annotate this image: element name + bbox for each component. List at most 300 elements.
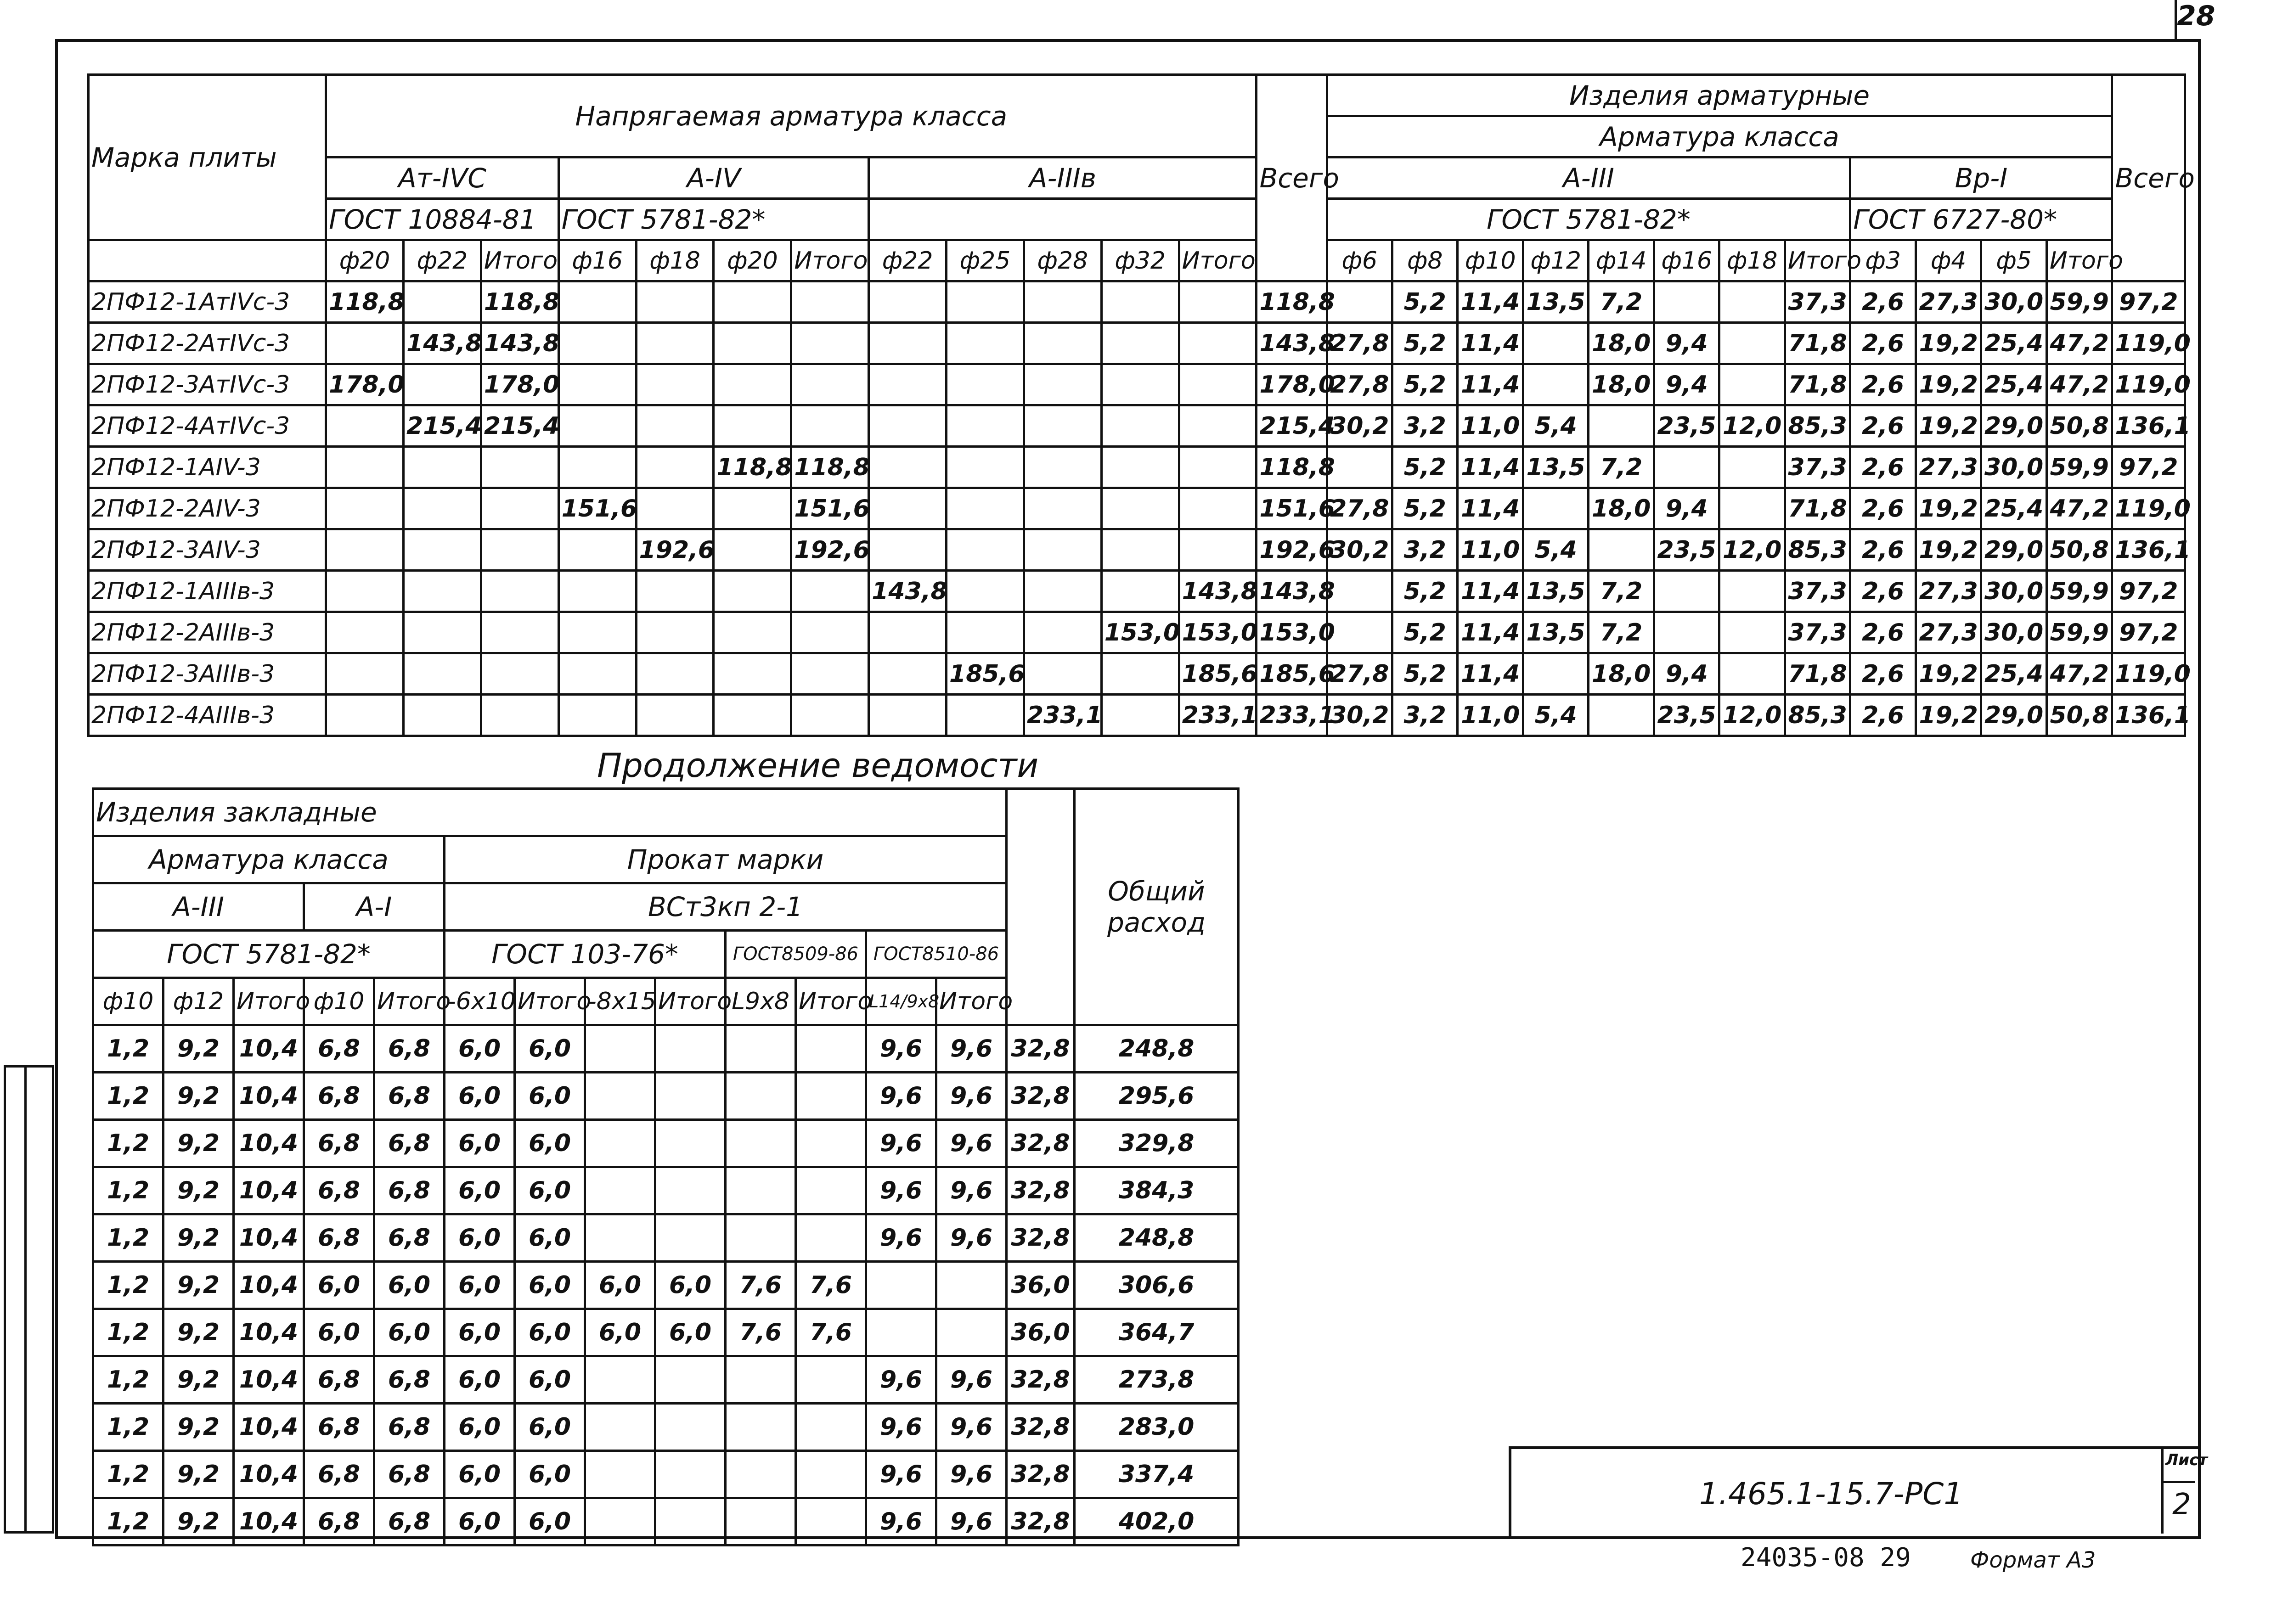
table-cell (1719, 571, 1785, 612)
header-izdeliya: Изделия арматурные (1327, 75, 2112, 116)
table-cell (558, 281, 636, 323)
header-a-iii: А-III (93, 883, 304, 931)
table-cell: 9,6 (866, 1498, 936, 1545)
header-at-ivc: Ат-IVС (326, 157, 559, 199)
strip-divider (24, 1068, 27, 1531)
table-cell: 47,2 (2046, 653, 2112, 695)
table-cell: 27,3 (1916, 447, 1981, 488)
table-cell (1654, 281, 1719, 323)
table-cell: 119,0 (2112, 488, 2185, 529)
table-cell: 3,2 (1392, 695, 1458, 736)
table-cell: 1,2 (93, 1262, 163, 1309)
table-cell: 32,8 (1007, 1356, 1075, 1404)
table-cell (404, 364, 481, 405)
table-cell (585, 1498, 655, 1545)
table-cell: 143,8 (1257, 323, 1327, 364)
table-cell: 6,8 (374, 1451, 445, 1498)
table-cell: 6,0 (445, 1214, 515, 1262)
table-cell: 153,0 (1101, 612, 1179, 653)
table-cell (1024, 488, 1101, 529)
header-itogo: Итого (481, 240, 558, 281)
header-diam: ф3 (1850, 240, 1916, 281)
table-cell (726, 1073, 796, 1120)
table-cell: 153,0 (1257, 612, 1327, 653)
table-cell: 1,2 (93, 1404, 163, 1451)
table-cell: 30,2 (1327, 695, 1392, 736)
table-cell: 9,4 (1654, 364, 1719, 405)
table-cell (1719, 653, 1785, 695)
header-col: Итого (374, 978, 445, 1025)
table-cell: 192,6 (1257, 529, 1327, 571)
table-cell: 97,2 (2112, 571, 2185, 612)
table-cell: 11,0 (1458, 529, 1523, 571)
table-cell (1523, 364, 1588, 405)
table-cell: 2,6 (1850, 364, 1916, 405)
table-cell (1024, 323, 1101, 364)
table-cell (481, 529, 558, 571)
table-cell: 85,3 (1785, 405, 1850, 447)
table-cell: 9,6 (936, 1120, 1007, 1167)
table-cell (636, 364, 714, 405)
table-cell: 3,2 (1392, 529, 1458, 571)
table-cell (869, 653, 947, 695)
header-diam: ф6 (1327, 240, 1392, 281)
table-cell: 30,2 (1327, 405, 1392, 447)
table-cell (936, 1309, 1007, 1356)
header-diam: ф12 (1523, 240, 1588, 281)
table-cell (481, 695, 558, 736)
table-cell: 32,8 (1007, 1214, 1075, 1262)
table-cell: 6,0 (374, 1262, 445, 1309)
header-diam: ф5 (1981, 240, 2046, 281)
table-cell (1523, 653, 1588, 695)
table-cell: 30,2 (1327, 529, 1392, 571)
table-cell: 30,0 (1981, 281, 2046, 323)
table-cell: 6,0 (445, 1451, 515, 1498)
row-label: 2ПФ12-3АIV-3 (89, 529, 326, 571)
table-row (93, 1214, 1239, 1262)
table-cell (1101, 447, 1179, 488)
table-cell: 32,8 (1007, 1498, 1075, 1545)
footer-format: Формат А3 (1970, 1547, 2096, 1573)
table-cell (791, 364, 869, 405)
table-cell: 19,2 (1916, 364, 1981, 405)
table-cell (585, 1404, 655, 1451)
table-cell (1719, 281, 1785, 323)
table-cell: 9,6 (936, 1498, 1007, 1545)
table-cell: 9,2 (163, 1262, 234, 1309)
header-diam: ф20 (714, 240, 791, 281)
table-cell (326, 653, 404, 695)
table-cell (791, 571, 869, 612)
table-cell: 9,6 (936, 1167, 1007, 1214)
row-label: 2ПФ12-1АIIIв-3 (89, 571, 326, 612)
table-cell (326, 612, 404, 653)
table-cell: 85,3 (1785, 695, 1850, 736)
table-cell: 215,4 (1257, 405, 1327, 447)
table-cell: 9,2 (163, 1025, 234, 1073)
table-cell: 13,5 (1523, 612, 1588, 653)
header-diam: ф20 (326, 240, 404, 281)
header-col: L9х8 (726, 978, 796, 1025)
table-cell: 9,6 (866, 1167, 936, 1214)
table-cell: 6,8 (304, 1073, 374, 1120)
table-cell: 9,4 (1654, 488, 1719, 529)
header-obshchiy: Общий расход (1075, 789, 1239, 1025)
table-cell: 12,0 (1719, 529, 1785, 571)
table-cell (714, 488, 791, 529)
table-cell: 19,2 (1916, 488, 1981, 529)
table-cell (947, 529, 1024, 571)
table-cell (1024, 571, 1101, 612)
table-cell: 1,2 (93, 1167, 163, 1214)
table-cell: 3,2 (1392, 405, 1458, 447)
header-col: Итого (655, 978, 726, 1025)
header-col: Итого (515, 978, 585, 1025)
table-cell: 36,0 (1007, 1309, 1075, 1356)
table-cell: 10,4 (234, 1214, 304, 1262)
table-cell: 13,5 (1523, 281, 1588, 323)
table-cell (1179, 364, 1257, 405)
table-cell (655, 1498, 726, 1545)
table-cell: 178,0 (326, 364, 404, 405)
table-cell: 178,0 (1257, 364, 1327, 405)
table-cell: 6,8 (374, 1498, 445, 1545)
table-cell: 248,8 (1075, 1214, 1239, 1262)
table-cell (796, 1025, 866, 1073)
table-cell: 6,8 (374, 1356, 445, 1404)
table-cell: 85,3 (1785, 529, 1850, 571)
table-cell: 6,8 (374, 1025, 445, 1073)
table-cell: 27,3 (1916, 571, 1981, 612)
header-itogo: Итого (791, 240, 869, 281)
table-cell: 6,0 (515, 1356, 585, 1404)
table-cell: 23,5 (1654, 529, 1719, 571)
table-cell (796, 1167, 866, 1214)
table-cell: 6,8 (304, 1498, 374, 1545)
table-cell: 7,2 (1589, 281, 1654, 323)
table-cell: 9,2 (163, 1498, 234, 1545)
header-diam: ф32 (1101, 240, 1179, 281)
table-cell: 1,2 (93, 1120, 163, 1167)
table-cell: 118,8 (1257, 281, 1327, 323)
table-cell (558, 364, 636, 405)
table-cell (1101, 571, 1179, 612)
table-cell (1327, 281, 1392, 323)
table-cell (558, 323, 636, 364)
table-cell: 306,6 (1075, 1262, 1239, 1309)
table-cell: 5,4 (1523, 529, 1588, 571)
table-cell: 97,2 (2112, 612, 2185, 653)
table-cell (636, 612, 714, 653)
table-cell (947, 323, 1024, 364)
table-cell (585, 1120, 655, 1167)
left-stamp-strip (4, 1065, 54, 1534)
table-row (93, 1025, 1239, 1073)
table-cell (326, 571, 404, 612)
header-gost-a: ГОСТ 5781-82* (93, 931, 445, 978)
table-row (93, 1451, 1239, 1498)
table-cell (1101, 323, 1179, 364)
table-cell (1101, 364, 1179, 405)
table-cell: 59,9 (2046, 571, 2112, 612)
table-cell: 32,8 (1007, 1167, 1075, 1214)
table-cell (636, 695, 714, 736)
table-cell (1719, 323, 1785, 364)
table-cell: 27,8 (1327, 653, 1392, 695)
header-col: Итого (936, 978, 1007, 1025)
table-cell (1101, 529, 1179, 571)
table-row (89, 488, 2185, 529)
table-cell (481, 612, 558, 653)
table-cell: 11,4 (1458, 488, 1523, 529)
table-cell: 25,4 (1981, 488, 2046, 529)
table-cell (655, 1451, 726, 1498)
table-cell: 9,2 (163, 1214, 234, 1262)
table-cell: 6,0 (515, 1167, 585, 1214)
table-cell (404, 529, 481, 571)
table-cell (1719, 447, 1785, 488)
table-row (93, 1356, 1239, 1404)
table-row (89, 364, 2185, 405)
table-cell (558, 571, 636, 612)
table-cell: 18,0 (1589, 653, 1654, 695)
table-cell (404, 571, 481, 612)
table-cell: 233,1 (1257, 695, 1327, 736)
header-vst: ВСт3кп 2-1 (445, 883, 1007, 931)
table-cell (1101, 281, 1179, 323)
table-cell: 143,8 (481, 323, 558, 364)
table-cell (869, 323, 947, 364)
table-cell: 11,4 (1458, 653, 1523, 695)
table-cell: 7,6 (796, 1262, 866, 1309)
table-cell: 47,2 (2046, 364, 2112, 405)
table-cell: 32,8 (1007, 1451, 1075, 1498)
table-cell: 6,0 (515, 1214, 585, 1262)
table-cell: 13,5 (1523, 571, 1588, 612)
table-cell (947, 488, 1024, 529)
table-cell (869, 281, 947, 323)
table-cell (796, 1451, 866, 1498)
table-cell (1719, 488, 1785, 529)
page-number: 28 (2177, 0, 2215, 32)
table-cell: 19,2 (1916, 695, 1981, 736)
table-cell: 11,4 (1458, 364, 1523, 405)
table-cell (1179, 323, 1257, 364)
table-cell: 10,4 (234, 1120, 304, 1167)
header-a-iiiv: А-IIIв (869, 157, 1257, 199)
header-gost-aiv: ГОСТ 5781-82* (558, 199, 868, 240)
table-cell (714, 571, 791, 612)
table-cell: 9,2 (163, 1167, 234, 1214)
table-cell: 9,2 (163, 1404, 234, 1451)
table-cell (585, 1451, 655, 1498)
table-cell (947, 695, 1024, 736)
table-cell (585, 1167, 655, 1214)
header-a-iii: А-III (1327, 157, 1850, 199)
header-itogo: Итого (1785, 240, 1850, 281)
header-col: Итого (796, 978, 866, 1025)
table-cell: 151,6 (791, 488, 869, 529)
table-row (93, 1120, 1239, 1167)
table-cell: 5,2 (1392, 447, 1458, 488)
table-cell: 119,0 (2112, 323, 2185, 364)
table-cell (1654, 571, 1719, 612)
table-cell: 2,6 (1850, 323, 1916, 364)
table-cell: 5,2 (1392, 323, 1458, 364)
table-cell: 29,0 (1981, 529, 2046, 571)
table-cell: 9,4 (1654, 323, 1719, 364)
table-cell: 151,6 (558, 488, 636, 529)
table-cell (1179, 488, 1257, 529)
table-cell (655, 1073, 726, 1120)
table-cell: 2,6 (1850, 612, 1916, 653)
table-cell: 59,9 (2046, 612, 2112, 653)
table-cell: 9,6 (866, 1214, 936, 1262)
table-cell (791, 281, 869, 323)
table-cell: 233,1 (1179, 695, 1257, 736)
table-cell: 6,0 (445, 1309, 515, 1356)
table-cell: 32,8 (1007, 1120, 1075, 1167)
table-cell (1101, 653, 1179, 695)
table-cell (1024, 281, 1101, 323)
table-cell: 9,4 (1654, 653, 1719, 695)
table-cell (481, 571, 558, 612)
table-cell: 6,8 (304, 1404, 374, 1451)
table-cell: 6,8 (304, 1167, 374, 1214)
table-cell (636, 571, 714, 612)
table-cell: 19,2 (1916, 653, 1981, 695)
table-cell (1327, 571, 1392, 612)
table-cell (585, 1356, 655, 1404)
table-cell (714, 281, 791, 323)
table-cell: 10,4 (234, 1498, 304, 1545)
table-cell (1024, 653, 1101, 695)
table-cell: 329,8 (1075, 1120, 1239, 1167)
table-cell: 6,0 (445, 1073, 515, 1120)
table-cell: 50,8 (2046, 405, 2112, 447)
table-cell: 6,0 (445, 1262, 515, 1309)
table-row (93, 1404, 1239, 1451)
table-cell (326, 405, 404, 447)
header-gost-8510: ГОСТ8510-86 (866, 931, 1007, 978)
table-cell: 9,6 (866, 1356, 936, 1404)
table-cell (326, 695, 404, 736)
table-cell: 59,9 (2046, 281, 2112, 323)
table-cell: 6,0 (515, 1498, 585, 1545)
table-cell: 10,4 (234, 1262, 304, 1309)
table-cell: 6,0 (445, 1498, 515, 1545)
header-vsego-1: Всего (1257, 75, 1327, 281)
table-cell: 71,8 (1785, 323, 1850, 364)
table-cell (796, 1120, 866, 1167)
table-cell: 27,3 (1916, 281, 1981, 323)
table-cell: 10,4 (234, 1404, 304, 1451)
table-cell (404, 488, 481, 529)
table-cell: 71,8 (1785, 488, 1850, 529)
table-cell: 153,0 (1179, 612, 1257, 653)
table-cell (726, 1214, 796, 1262)
table-cell (947, 364, 1024, 405)
table-cell: 151,6 (1257, 488, 1327, 529)
table-cell: 143,8 (1179, 571, 1257, 612)
table-cell: 6,0 (445, 1120, 515, 1167)
table-cell: 10,4 (234, 1073, 304, 1120)
table-cell: 19,2 (1916, 323, 1981, 364)
table-cell (404, 612, 481, 653)
row-label: 2ПФ12-2АIIIв-3 (89, 612, 326, 653)
table-cell (1179, 447, 1257, 488)
table-cell: 9,6 (936, 1073, 1007, 1120)
table-cell (726, 1167, 796, 1214)
table-cell (947, 571, 1024, 612)
table-cell (655, 1214, 726, 1262)
table-cell (869, 695, 947, 736)
table-cell: 11,0 (1458, 695, 1523, 736)
table-cell: 6,0 (655, 1309, 726, 1356)
table-cell (558, 405, 636, 447)
header-col: -6х10 (445, 978, 515, 1025)
table-row (93, 1498, 1239, 1545)
table-cell (1024, 447, 1101, 488)
table-cell (714, 612, 791, 653)
table-cell (726, 1025, 796, 1073)
table-cell (796, 1498, 866, 1545)
table-cell: 6,0 (445, 1404, 515, 1451)
table-cell (558, 529, 636, 571)
header-gost-8509: ГОСТ8509-86 (726, 931, 866, 978)
table-cell: 29,0 (1981, 695, 2046, 736)
table-cell (869, 529, 947, 571)
table-cell: 6,8 (304, 1120, 374, 1167)
table-cell: 97,2 (2112, 447, 2185, 488)
table-cell: 2,6 (1850, 653, 1916, 695)
table-cell: 9,2 (163, 1073, 234, 1120)
table-cell (481, 653, 558, 695)
table-cell: 248,8 (1075, 1025, 1239, 1073)
embedded-items-table (92, 787, 1240, 1546)
table-cell (1024, 364, 1101, 405)
table-cell: 1,2 (93, 1309, 163, 1356)
table-cell (558, 653, 636, 695)
table-cell (636, 281, 714, 323)
table-cell (714, 323, 791, 364)
header-diam: ф18 (1719, 240, 1785, 281)
table-cell: 29,0 (1981, 405, 2046, 447)
table-cell: 47,2 (2046, 323, 2112, 364)
table-cell: 1,2 (93, 1214, 163, 1262)
header-gost-vr: ГОСТ 6727-80* (1850, 199, 2112, 240)
header-diam: ф16 (1654, 240, 1719, 281)
table-cell: 6,0 (374, 1309, 445, 1356)
table-cell: 402,0 (1075, 1498, 1239, 1545)
header-armatura-klassa: Арматура класса (93, 836, 445, 883)
header-diam: ф16 (558, 240, 636, 281)
table-cell: 23,5 (1654, 695, 1719, 736)
table-cell: 27,8 (1327, 323, 1392, 364)
row-label: 2ПФ12-1АIV-3 (89, 447, 326, 488)
table-cell: 71,8 (1785, 653, 1850, 695)
table-cell (1589, 695, 1654, 736)
table-cell: 11,0 (1458, 405, 1523, 447)
table-cell: 7,2 (1589, 447, 1654, 488)
table-cell: 118,8 (1257, 447, 1327, 488)
table-cell (791, 653, 869, 695)
table-cell: 2,6 (1850, 281, 1916, 323)
header-gost-at: ГОСТ 10884-81 (326, 199, 559, 240)
table-cell: 7,6 (726, 1309, 796, 1356)
header-col: L14/9х8 (866, 978, 936, 1025)
